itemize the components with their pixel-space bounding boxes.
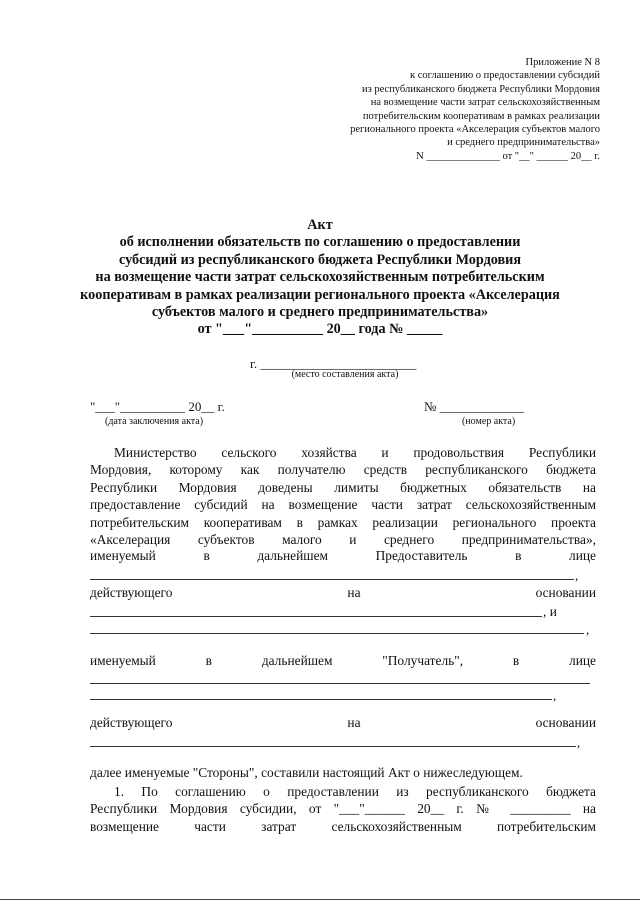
- title-line: Акт: [307, 217, 333, 233]
- title-line: субъектов малого и среднего предпринимательства»: [151, 304, 489, 321]
- word: дальнейшем: [261, 653, 333, 668]
- blank-line: [90, 699, 552, 700]
- word: в: [203, 548, 210, 563]
- page-bottom-rule: [0, 899, 640, 900]
- blank-line: [90, 683, 590, 684]
- appendix-line: из республиканского бюджета Республики Мордовия: [361, 83, 600, 95]
- comma-mark: ,: [586, 622, 590, 637]
- clause-1: [90, 783, 596, 835]
- and-mark: , и: [543, 604, 557, 619]
- intro-line: Министерство сельского хозяйства и продовольствия Республики: [114, 445, 596, 460]
- intro-line: Республики Мордовия доведены лимиты бюджетных обязательств на: [90, 479, 596, 495]
- blank-line: [90, 746, 576, 747]
- title-line: от "___"__________ 20__ года № _____: [197, 321, 443, 338]
- intro-line: предоставление субсидий на возмещение части затрат сельскохозяйственным: [90, 497, 596, 513]
- word: на: [347, 715, 361, 730]
- appendix-line: N ______________ от "__" ______ 20__ г.: [416, 150, 600, 162]
- clause-line: 1. По соглашению о предоставлении из республиканского бюджета: [114, 784, 596, 799]
- blank-line: [90, 616, 542, 617]
- word: Предоставитель: [375, 548, 468, 563]
- comma-mark: ,: [577, 735, 581, 750]
- appendix-line: регионального проекта «Акселерация субъектов малого: [350, 124, 600, 136]
- named-as-recipient-row: [90, 653, 596, 669]
- acting-row-2: [90, 715, 596, 731]
- appendix-line: потребительским кооперативам в рамках реализации: [362, 110, 600, 122]
- comma-mark: ,: [575, 568, 579, 583]
- word: на: [347, 585, 361, 600]
- word: в: [515, 548, 522, 563]
- appendix-line: к соглашению о предоставлении субсидий: [410, 70, 600, 82]
- acting-row-1: [90, 585, 596, 601]
- act-date-caption: (дата заключения акта): [105, 416, 204, 427]
- appendix-header: [300, 56, 600, 163]
- word: лице: [569, 548, 596, 563]
- comma-mark: ,: [553, 688, 557, 703]
- named-as-provider-row: [90, 548, 596, 564]
- title-line: об исполнении обязательств по соглашению о предоставлении: [119, 234, 521, 251]
- intro-line: Мордовия, которому как получателю средств республиканского бюджета: [90, 462, 596, 478]
- word: действующего: [90, 585, 173, 600]
- word: дальнейшем: [257, 548, 329, 563]
- title-line: субсидий из республиканского бюджета Республики Мордовия: [118, 251, 522, 268]
- word: "Получатель",: [382, 653, 464, 668]
- word: основании: [535, 715, 596, 730]
- word: именуемый: [90, 653, 156, 668]
- appendix-line: и среднего предпринимательства»: [447, 137, 600, 149]
- parties-line: [90, 764, 596, 781]
- word: именуемый: [90, 548, 156, 563]
- parties-text: далее именуемые "Стороны", составили настоящий Акт о нижеследующем.: [90, 765, 523, 780]
- blank-line: [90, 633, 584, 634]
- act-number-caption: (номер акта): [462, 416, 516, 427]
- word: в: [205, 653, 212, 668]
- appendix-line: на возмещение части затрат сельскохозяйственным: [370, 97, 600, 109]
- place-caption: (место составления акта): [291, 369, 399, 380]
- word: в: [512, 653, 520, 668]
- word: действующего: [90, 715, 173, 730]
- title-line: кооперативам в рамках реализации регионального проекта «Акселерация: [80, 286, 560, 303]
- title-line: на возмещение части затрат сельскохозяйственным потребительским: [95, 269, 545, 286]
- act-title: [60, 217, 580, 339]
- word: лице: [569, 653, 596, 668]
- clause-line: Республики Мордовия субсидии, от "___"______ 20__ г. № _________ на: [90, 801, 596, 817]
- blank-line: [90, 579, 574, 580]
- word: основании: [535, 585, 596, 600]
- place-field: г. ________________________: [250, 356, 417, 371]
- intro-line: потребительским кооперативам в рамках реализации регионального проекта: [90, 514, 596, 530]
- intro-line: «Акселерация субъектов малого и среднего предпринимательства»,: [90, 532, 596, 548]
- appendix-line: Приложение N 8: [525, 57, 600, 68]
- act-number-field: № _____________: [424, 399, 525, 414]
- clause-line: возмещение части затрат сельскохозяйственным потребительским: [90, 818, 596, 834]
- intro-paragraph: [90, 444, 596, 548]
- act-date-field: "___"__________ 20__ г.: [90, 399, 225, 414]
